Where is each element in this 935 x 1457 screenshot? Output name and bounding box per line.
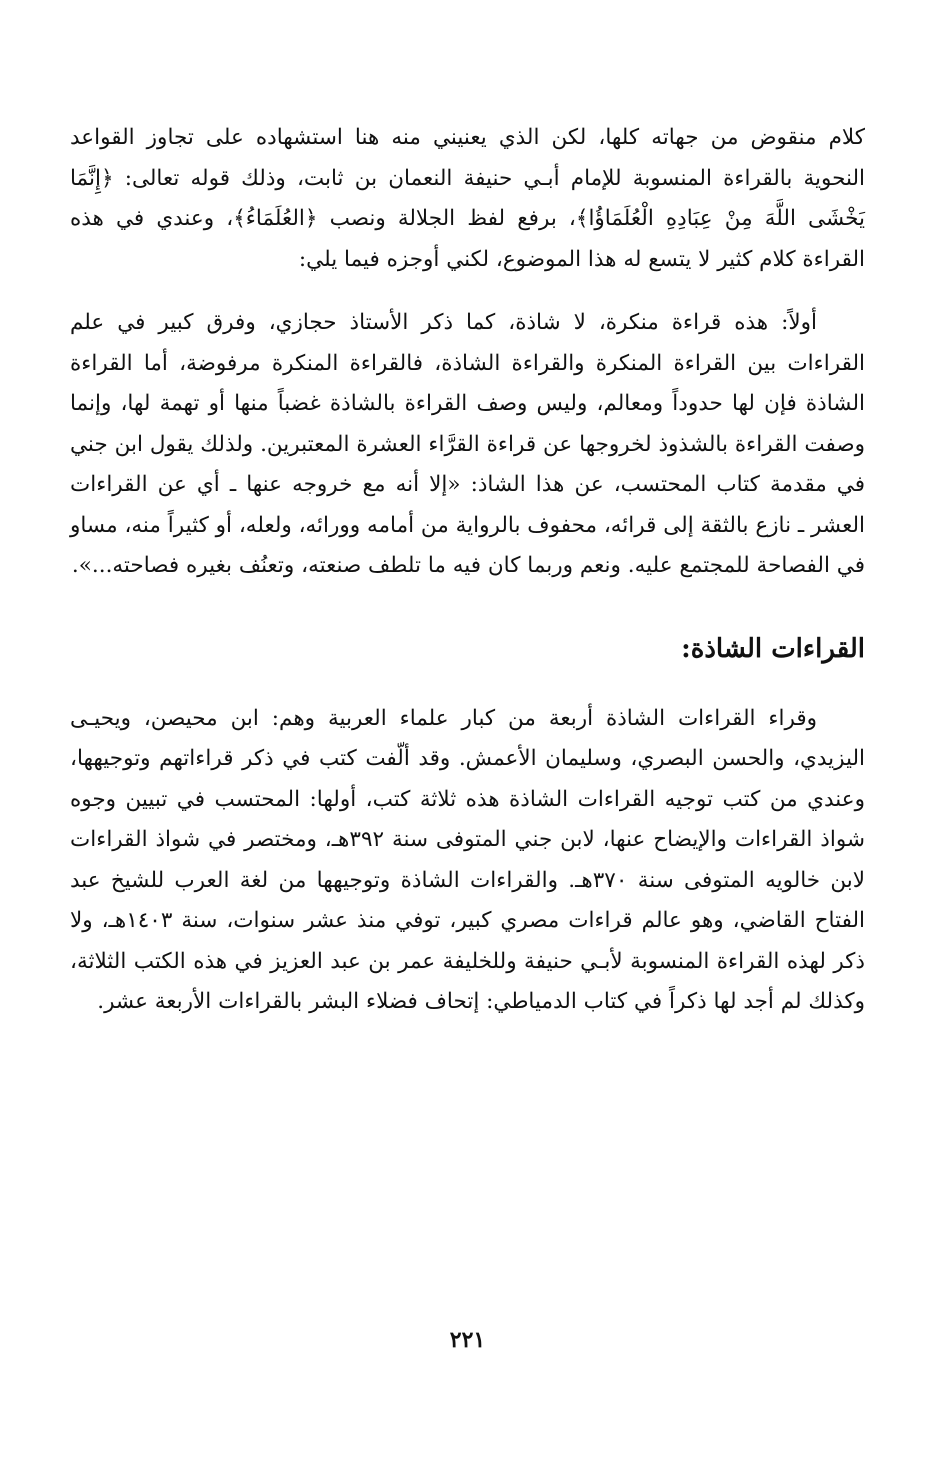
section-heading: القراءات الشاذة: bbox=[681, 633, 865, 664]
paragraph-1: كلام منقوض من جهاته كلها، لكن الذي يعنيني منه هنا استشهاده على تجاوز القواعد النحوية بالقراءة المنسوبة للإمام أبـي حنيفة النعمان بن ثابت، وذلك قوله تعالى: ﴿إِنَّمَا يَخْشَى اللَّهَ مِنْ عِبَادِهِ الْعُلَمَاؤُا﴾، برفع لفظ الجلالة ونصب ﴿العُلَمَاءُ﴾، وعندي في هذه القراءة كلام كثير لا يتسع له هذا الموضوع، لكني أوجزه فيما يلي: bbox=[70, 125, 865, 272]
paragraph-spacer bbox=[70, 280, 865, 303]
section-spacer bbox=[70, 587, 865, 627]
heading-spacer bbox=[70, 671, 865, 699]
page-body bbox=[70, 118, 865, 1457]
paragraph-2: أولاً: هذه قراءة منكرة، لا شاذة، كما ذكر الأستاذ حجازي، وفرق كبير في علم القراءات بين القراءة المنكرة والقراءة الشاذة، فالقراءة المنكرة مرفوضة، أما القراءة الشاذة فإن لها حدوداً ومعالم، وليس وصف القراءة بالشاذة غضباً منها أو تهمة لها، وإنما وصفت القراءة بالشذوذ لخروجها عن قراءة القرَّاء العشرة المعتبرين. ولذلك يقول ابن جني في مقدمة كتاب المحتسب، عن هذا الشاذ: «إلا أنه مع خروجه عنها ـ أي عن القراءات العشر ـ نازع بالثقة إلى قرائه، محفوف بالرواية من أمامه وورائه، ولعله، أو كثيراً منه، مساو في الفصاحة للمجتمع عليه. ونعم وربما كان فيه ما تلطف صنعته، وتعنُف بغيره فصاحته...». bbox=[70, 310, 865, 578]
page-number: ٢٢١ bbox=[449, 1327, 486, 1353]
paragraph-3: وقراء القراءات الشاذة أربعة من كبار علماء العربية وهم: ابن محيصن، ويحيـى اليزيدي، والحسن البصري، وسليمان الأعمش. وقد ألّفت كتب في ذكر قراءاتهم وتوجيهها، وعندي من كتب توجيه القراءات الشاذة هذه ثلاثة كتب، أولها: المحتسب في تبيين وجوه شواذ القراءات والإيضاح عنها، لابن جني المتوفى سنة ٣٩٢هـ، ومختصر في شواذ القراءات لابن خالويه المتوفى سنة ٣٧٠هـ. والقراءات الشاذة وتوجيهها من لغة العرب للشيخ عبد الفتاح القاضي، وهو عالم قراءات مصري كبير، توفي منذ عشر سنوات، سنة ١٤٠٣هـ، ولا ذكر لهذه القراءة المنسوبة لأبـي حنيفة وللخليفة عمر بن عبد العزيز في هذه الكتب الثلاثة، وكذلك لم أجد لها ذكراً في كتاب الدمياطي: إتحاف فضلاء البشر بالقراءات الأربعة عشر. bbox=[70, 705, 866, 1014]
